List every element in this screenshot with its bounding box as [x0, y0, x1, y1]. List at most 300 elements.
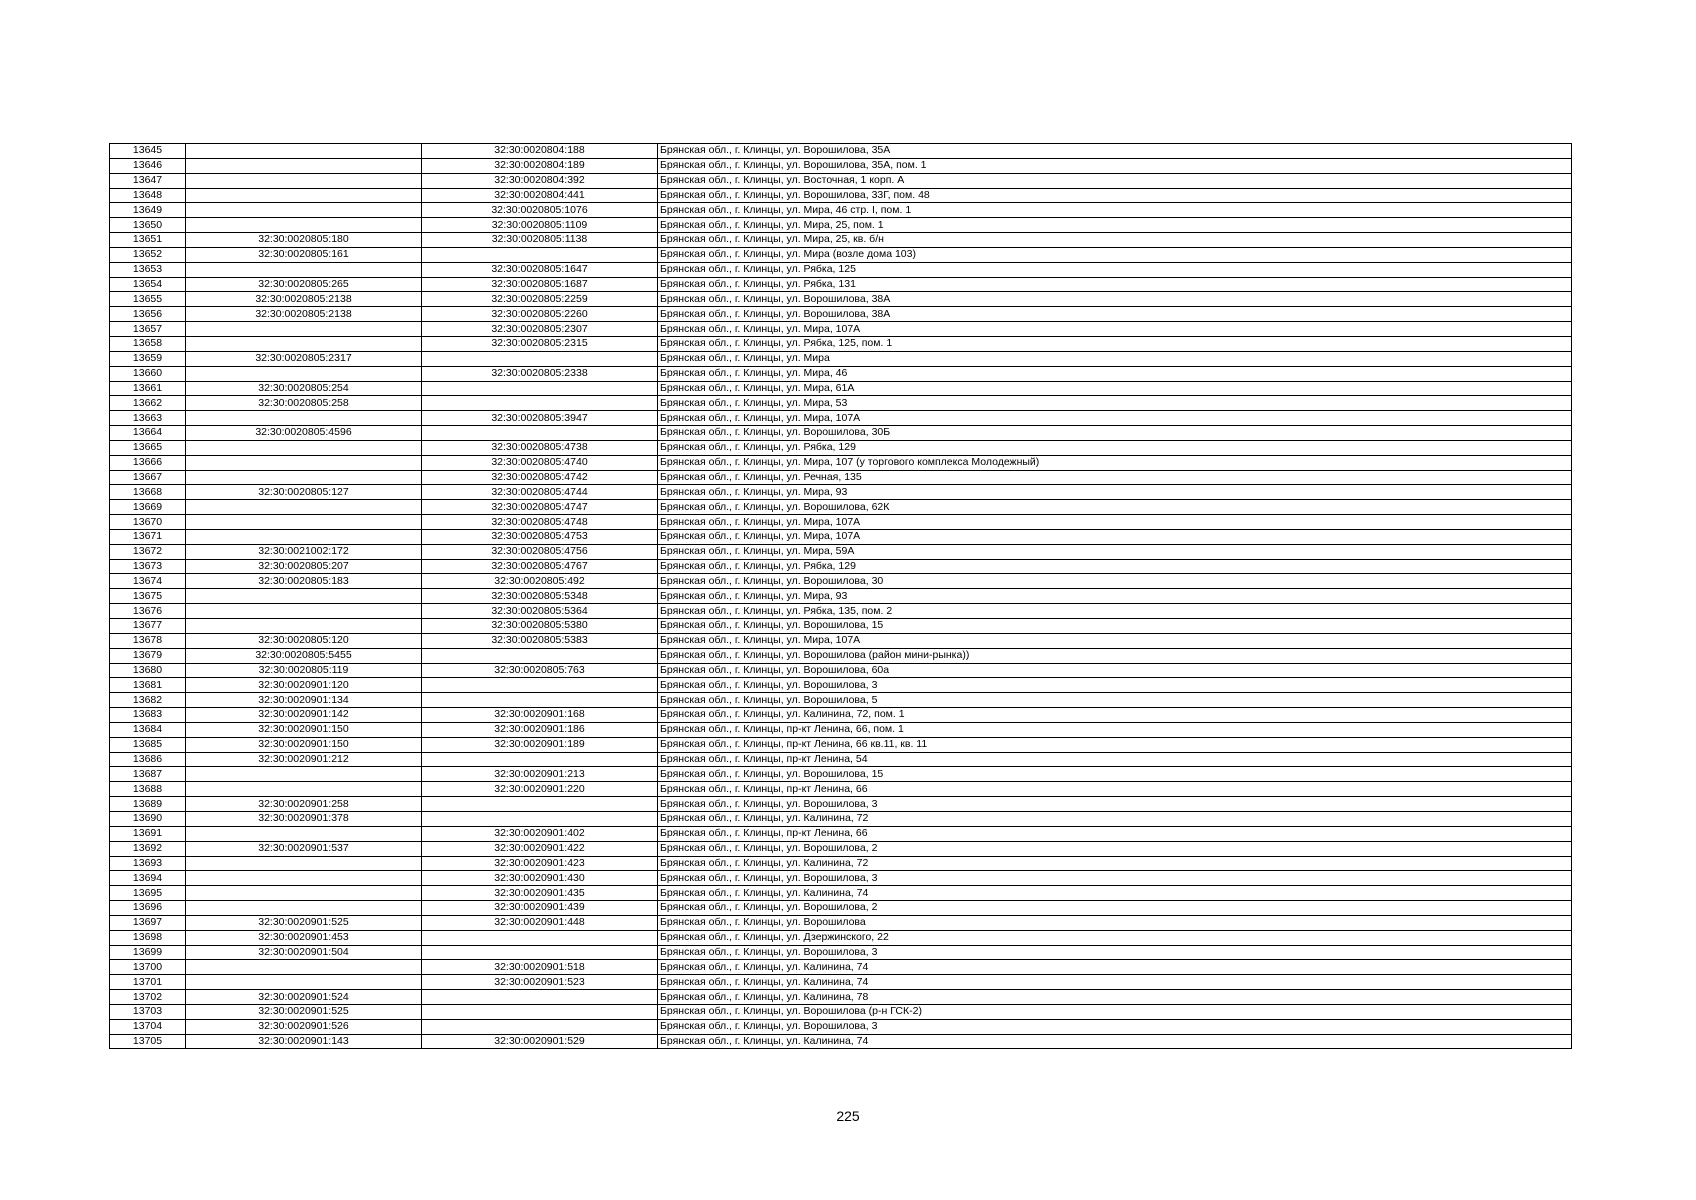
land-cadastral-number-cell: [186, 515, 422, 530]
row-number-cell: 13677: [110, 619, 186, 634]
land-cadastral-number-cell: [186, 500, 422, 515]
land-cadastral-number-cell: [186, 440, 422, 455]
land-cadastral-number-cell: [186, 901, 422, 916]
object-cadastral-number-cell: [422, 752, 658, 767]
row-number-cell: 13683: [110, 708, 186, 723]
object-cadastral-number-cell: 32:30:0020901:186: [422, 722, 658, 737]
address-cell: Брянская обл., г. Клинцы, ул. Ворошилова, 35А: [658, 144, 1572, 159]
row-number-cell: 13645: [110, 144, 186, 159]
row-number-cell: 13682: [110, 693, 186, 708]
object-cadastral-number-cell: 32:30:0020805:4747: [422, 500, 658, 515]
table-row: [110, 1019, 1572, 1034]
row-number-cell: 13660: [110, 366, 186, 381]
table-row: [110, 782, 1572, 797]
address-cell: Брянская обл., г. Клинцы, ул. Калинина, 74: [658, 960, 1572, 975]
row-number-cell: 13681: [110, 678, 186, 693]
address-cell: Брянская обл., г. Клинцы, пр-кт Ленина, 66: [658, 782, 1572, 797]
cadastral-registry-table: [109, 143, 1572, 1049]
object-cadastral-number-cell: 32:30:0020805:1138: [422, 233, 658, 248]
land-cadastral-number-cell: 32:30:0020805:254: [186, 381, 422, 396]
address-cell: Брянская обл., г. Клинцы, ул. Мира, 46: [658, 366, 1572, 381]
land-cadastral-number-cell: [186, 322, 422, 337]
land-cadastral-number-cell: [186, 144, 422, 159]
table-row: [110, 307, 1572, 322]
row-number-cell: 13692: [110, 841, 186, 856]
row-number-cell: 13691: [110, 826, 186, 841]
object-cadastral-number-cell: 32:30:0020805:5348: [422, 589, 658, 604]
object-cadastral-number-cell: 32:30:0020901:423: [422, 856, 658, 871]
table-row: [110, 767, 1572, 782]
land-cadastral-number-cell: 32:30:0020901:143: [186, 1034, 422, 1049]
table-row: [110, 1034, 1572, 1049]
address-cell: Брянская обл., г. Клинцы, ул. Рябка, 135, пом. 2: [658, 604, 1572, 619]
object-cadastral-number-cell: 32:30:0020901:189: [422, 737, 658, 752]
land-cadastral-number-cell: [186, 158, 422, 173]
land-cadastral-number-cell: 32:30:0020805:4596: [186, 426, 422, 441]
row-number-cell: 13674: [110, 574, 186, 589]
table-row: [110, 708, 1572, 723]
address-cell: Брянская обл., г. Клинцы, ул. Ворошилова (район мини-рынка)): [658, 648, 1572, 663]
object-cadastral-number-cell: 32:30:0020805:5380: [422, 619, 658, 634]
address-cell: Брянская обл., г. Клинцы, ул. Мира, 107А: [658, 515, 1572, 530]
object-cadastral-number-cell: 32:30:0020804:392: [422, 173, 658, 188]
land-cadastral-number-cell: [186, 871, 422, 886]
table-row: [110, 218, 1572, 233]
table-row: [110, 322, 1572, 337]
row-number-cell: 13663: [110, 411, 186, 426]
table-row: [110, 366, 1572, 381]
row-number-cell: 13696: [110, 901, 186, 916]
table-row: [110, 990, 1572, 1005]
row-number-cell: 13693: [110, 856, 186, 871]
registry-body: [110, 144, 1572, 1049]
object-cadastral-number-cell: 32:30:0020805:3947: [422, 411, 658, 426]
table-row: [110, 544, 1572, 559]
row-number-cell: 13700: [110, 960, 186, 975]
table-row: [110, 381, 1572, 396]
object-cadastral-number-cell: 32:30:0020804:189: [422, 158, 658, 173]
row-number-cell: 13705: [110, 1034, 186, 1049]
land-cadastral-number-cell: [186, 203, 422, 218]
address-cell: Брянская обл., г. Клинцы, ул. Ворошилова (р-н ГСК-2): [658, 1004, 1572, 1019]
row-number-cell: 13680: [110, 663, 186, 678]
object-cadastral-number-cell: 32:30:0020804:441: [422, 188, 658, 203]
address-cell: Брянская обл., г. Клинцы, ул. Ворошилова, 62К: [658, 500, 1572, 515]
address-cell: Брянская обл., г. Клинцы, ул. Калинина, 72: [658, 856, 1572, 871]
row-number-cell: 13671: [110, 529, 186, 544]
object-cadastral-number-cell: [422, 797, 658, 812]
table-row: [110, 559, 1572, 574]
table-row: [110, 915, 1572, 930]
address-cell: Брянская обл., г. Клинцы, пр-кт Ленина, 66, пом. 1: [658, 722, 1572, 737]
land-cadastral-number-cell: 32:30:0020901:134: [186, 693, 422, 708]
address-cell: Брянская обл., г. Клинцы, ул. Ворошилова, 3: [658, 945, 1572, 960]
land-cadastral-number-cell: 32:30:0020805:2138: [186, 292, 422, 307]
row-number-cell: 13650: [110, 218, 186, 233]
object-cadastral-number-cell: 32:30:0020805:4767: [422, 559, 658, 574]
land-cadastral-number-cell: 32:30:0020805:180: [186, 233, 422, 248]
table-row: [110, 886, 1572, 901]
object-cadastral-number-cell: 32:30:0020805:1687: [422, 277, 658, 292]
object-cadastral-number-cell: 32:30:0020805:1076: [422, 203, 658, 218]
table-row: [110, 277, 1572, 292]
row-number-cell: 13649: [110, 203, 186, 218]
object-cadastral-number-cell: [422, 351, 658, 366]
object-cadastral-number-cell: [422, 1019, 658, 1034]
row-number-cell: 13704: [110, 1019, 186, 1034]
row-number-cell: 13654: [110, 277, 186, 292]
address-cell: Брянская обл., г. Клинцы, ул. Калинина, 74: [658, 886, 1572, 901]
land-cadastral-number-cell: [186, 975, 422, 990]
land-cadastral-number-cell: [186, 336, 422, 351]
row-number-cell: 13688: [110, 782, 186, 797]
land-cadastral-number-cell: [186, 782, 422, 797]
table-row: [110, 663, 1572, 678]
table-row: [110, 604, 1572, 619]
land-cadastral-number-cell: [186, 188, 422, 203]
land-cadastral-number-cell: [186, 366, 422, 381]
object-cadastral-number-cell: 32:30:0020805:4738: [422, 440, 658, 455]
row-number-cell: 13673: [110, 559, 186, 574]
address-cell: Брянская обл., г. Клинцы, ул. Мира, 107А: [658, 411, 1572, 426]
object-cadastral-number-cell: [422, 247, 658, 262]
land-cadastral-number-cell: [186, 411, 422, 426]
row-number-cell: 13658: [110, 336, 186, 351]
object-cadastral-number-cell: 32:30:0020901:435: [422, 886, 658, 901]
table-row: [110, 158, 1572, 173]
table-row: [110, 737, 1572, 752]
row-number-cell: 13695: [110, 886, 186, 901]
row-number-cell: 13648: [110, 188, 186, 203]
page-number: 225: [836, 1108, 860, 1124]
address-cell: Брянская обл., г. Клинцы, ул. Ворошилова, 35А, пом. 1: [658, 158, 1572, 173]
land-cadastral-number-cell: [186, 173, 422, 188]
address-cell: Брянская обл., г. Клинцы, ул. Ворошилова, 2: [658, 901, 1572, 916]
object-cadastral-number-cell: 32:30:0020901:430: [422, 871, 658, 886]
address-cell: Брянская обл., г. Клинцы, ул. Мира, 93: [658, 485, 1572, 500]
land-cadastral-number-cell: 32:30:0020901:150: [186, 737, 422, 752]
row-number-cell: 13656: [110, 307, 186, 322]
object-cadastral-number-cell: [422, 678, 658, 693]
row-number-cell: 13701: [110, 975, 186, 990]
address-cell: Брянская обл., г. Клинцы, ул. Калинина, 74: [658, 975, 1572, 990]
table-row: [110, 411, 1572, 426]
object-cadastral-number-cell: [422, 426, 658, 441]
address-cell: Брянская обл., г. Клинцы, ул. Рябка, 125, пом. 1: [658, 336, 1572, 351]
object-cadastral-number-cell: [422, 1004, 658, 1019]
land-cadastral-number-cell: [186, 856, 422, 871]
table-row: [110, 633, 1572, 648]
address-cell: Брянская обл., г. Клинцы, ул. Мира, 93: [658, 589, 1572, 604]
table-row: [110, 336, 1572, 351]
address-cell: Брянская обл., г. Клинцы, ул. Ворошилова, 38А: [658, 292, 1572, 307]
address-cell: Брянская обл., г. Клинцы, ул. Ворошилова, 2: [658, 841, 1572, 856]
row-number-cell: 13685: [110, 737, 186, 752]
table-row: [110, 485, 1572, 500]
table-row: [110, 203, 1572, 218]
address-cell: Брянская обл., г. Клинцы, ул. Рябка, 131: [658, 277, 1572, 292]
row-number-cell: 13679: [110, 648, 186, 663]
object-cadastral-number-cell: 32:30:0020901:518: [422, 960, 658, 975]
table-row: [110, 529, 1572, 544]
object-cadastral-number-cell: 32:30:0020901:529: [422, 1034, 658, 1049]
row-number-cell: 13668: [110, 485, 186, 500]
object-cadastral-number-cell: [422, 693, 658, 708]
table-row: [110, 188, 1572, 203]
land-cadastral-number-cell: 32:30:0020805:265: [186, 277, 422, 292]
object-cadastral-number-cell: 32:30:0020804:188: [422, 144, 658, 159]
table-row: [110, 589, 1572, 604]
land-cadastral-number-cell: 32:30:0020901:453: [186, 930, 422, 945]
land-cadastral-number-cell: 32:30:0020805:120: [186, 633, 422, 648]
table-row: [110, 619, 1572, 634]
land-cadastral-number-cell: 32:30:0020805:119: [186, 663, 422, 678]
land-cadastral-number-cell: 32:30:0020901:526: [186, 1019, 422, 1034]
object-cadastral-number-cell: 32:30:0020901:213: [422, 767, 658, 782]
table-row: [110, 455, 1572, 470]
object-cadastral-number-cell: 32:30:0020805:1109: [422, 218, 658, 233]
table-row: [110, 247, 1572, 262]
object-cadastral-number-cell: 32:30:0020805:4753: [422, 529, 658, 544]
table-row: [110, 440, 1572, 455]
object-cadastral-number-cell: [422, 396, 658, 411]
row-number-cell: 13651: [110, 233, 186, 248]
table-row: [110, 975, 1572, 990]
row-number-cell: 13672: [110, 544, 186, 559]
table-row: [110, 797, 1572, 812]
table-row: [110, 841, 1572, 856]
land-cadastral-number-cell: 32:30:0020901:525: [186, 915, 422, 930]
row-number-cell: 13659: [110, 351, 186, 366]
address-cell: Брянская обл., г. Клинцы, ул. Ворошилова, 15: [658, 767, 1572, 782]
address-cell: Брянская обл., г. Клинцы, ул. Мира, 53: [658, 396, 1572, 411]
row-number-cell: 13684: [110, 722, 186, 737]
table-row: [110, 426, 1572, 441]
table-row: [110, 144, 1572, 159]
table-row: [110, 960, 1572, 975]
row-number-cell: 13690: [110, 811, 186, 826]
object-cadastral-number-cell: [422, 930, 658, 945]
object-cadastral-number-cell: [422, 381, 658, 396]
object-cadastral-number-cell: 32:30:0020901:439: [422, 901, 658, 916]
object-cadastral-number-cell: 32:30:0020805:2260: [422, 307, 658, 322]
address-cell: Брянская обл., г. Клинцы, ул. Мира, 59А: [658, 544, 1572, 559]
table-row: [110, 693, 1572, 708]
address-cell: Брянская обл., г. Клинцы, ул. Рябка, 129: [658, 440, 1572, 455]
address-cell: Брянская обл., г. Клинцы, ул. Мира, 107А: [658, 529, 1572, 544]
object-cadastral-number-cell: 32:30:0020901:402: [422, 826, 658, 841]
object-cadastral-number-cell: 32:30:0020805:763: [422, 663, 658, 678]
land-cadastral-number-cell: [186, 960, 422, 975]
address-cell: Брянская обл., г. Клинцы, пр-кт Ленина, 66: [658, 826, 1572, 841]
address-cell: Брянская обл., г. Клинцы, ул. Калинина, 78: [658, 990, 1572, 1005]
row-number-cell: 13661: [110, 381, 186, 396]
row-number-cell: 13653: [110, 262, 186, 277]
address-cell: Брянская обл., г. Клинцы, ул. Ворошилова, 60а: [658, 663, 1572, 678]
object-cadastral-number-cell: 32:30:0020805:4756: [422, 544, 658, 559]
table-row: [110, 396, 1572, 411]
address-cell: Брянская обл., г. Клинцы, ул. Ворошилова, 3: [658, 871, 1572, 886]
object-cadastral-number-cell: [422, 990, 658, 1005]
table-row: [110, 752, 1572, 767]
address-cell: Брянская обл., г. Клинцы, ул. Рябка, 125: [658, 262, 1572, 277]
land-cadastral-number-cell: 32:30:0020901:537: [186, 841, 422, 856]
row-number-cell: 13678: [110, 633, 186, 648]
row-number-cell: 13666: [110, 455, 186, 470]
table-row: [110, 856, 1572, 871]
row-number-cell: 13646: [110, 158, 186, 173]
row-number-cell: 13689: [110, 797, 186, 812]
object-cadastral-number-cell: 32:30:0020805:2307: [422, 322, 658, 337]
address-cell: Брянская обл., г. Клинцы, ул. Мира, 107А: [658, 322, 1572, 337]
row-number-cell: 13655: [110, 292, 186, 307]
address-cell: Брянская обл., г. Клинцы, ул. Ворошилова, 38А: [658, 307, 1572, 322]
table-row: [110, 722, 1572, 737]
table-row: [110, 648, 1572, 663]
table-row: [110, 515, 1572, 530]
object-cadastral-number-cell: 32:30:0020805:2259: [422, 292, 658, 307]
row-number-cell: 13657: [110, 322, 186, 337]
object-cadastral-number-cell: [422, 811, 658, 826]
address-cell: Брянская обл., г. Клинцы, пр-кт Ленина, 66 кв.11, кв. 11: [658, 737, 1572, 752]
object-cadastral-number-cell: 32:30:0020805:4740: [422, 455, 658, 470]
row-number-cell: 13662: [110, 396, 186, 411]
object-cadastral-number-cell: 32:30:0020805:1647: [422, 262, 658, 277]
land-cadastral-number-cell: 32:30:0020805:161: [186, 247, 422, 262]
address-cell: Брянская обл., г. Клинцы, ул. Ворошилова, 30: [658, 574, 1572, 589]
address-cell: Брянская обл., г. Клинцы, ул. Ворошилова, 3: [658, 1019, 1572, 1034]
land-cadastral-number-cell: 32:30:0021002:172: [186, 544, 422, 559]
address-cell: Брянская обл., г. Клинцы, ул. Восточная, 1 корп. А: [658, 173, 1572, 188]
address-cell: Брянская обл., г. Клинцы, ул. Мира, 25, кв. б/н: [658, 233, 1572, 248]
row-number-cell: 13699: [110, 945, 186, 960]
object-cadastral-number-cell: 32:30:0020805:2315: [422, 336, 658, 351]
land-cadastral-number-cell: [186, 619, 422, 634]
land-cadastral-number-cell: [186, 218, 422, 233]
address-cell: Брянская обл., г. Клинцы, ул. Калинина, 72: [658, 811, 1572, 826]
land-cadastral-number-cell: [186, 826, 422, 841]
row-number-cell: 13652: [110, 247, 186, 262]
land-cadastral-number-cell: 32:30:0020805:258: [186, 396, 422, 411]
object-cadastral-number-cell: 32:30:0020805:4742: [422, 470, 658, 485]
row-number-cell: 13698: [110, 930, 186, 945]
row-number-cell: 13697: [110, 915, 186, 930]
table-row: [110, 1004, 1572, 1019]
table-row: [110, 901, 1572, 916]
land-cadastral-number-cell: [186, 886, 422, 901]
land-cadastral-number-cell: [186, 767, 422, 782]
object-cadastral-number-cell: [422, 945, 658, 960]
object-cadastral-number-cell: 32:30:0020805:492: [422, 574, 658, 589]
address-cell: Брянская обл., г. Клинцы, ул. Ворошилова: [658, 915, 1572, 930]
land-cadastral-number-cell: 32:30:0020901:142: [186, 708, 422, 723]
row-number-cell: 13676: [110, 604, 186, 619]
address-cell: Брянская обл., г. Клинцы, ул. Ворошилова, 33Г, пом. 48: [658, 188, 1572, 203]
table-row: [110, 930, 1572, 945]
row-number-cell: 13694: [110, 871, 186, 886]
row-number-cell: 13675: [110, 589, 186, 604]
address-cell: Брянская обл., г. Клинцы, ул. Мира, 25, пом. 1: [658, 218, 1572, 233]
row-number-cell: 13670: [110, 515, 186, 530]
table-row: [110, 262, 1572, 277]
address-cell: Брянская обл., г. Клинцы, ул. Мира, 46 стр. I, пом. 1: [658, 203, 1572, 218]
address-cell: Брянская обл., г. Клинцы, ул. Ворошилова, 3: [658, 797, 1572, 812]
object-cadastral-number-cell: 32:30:0020805:2338: [422, 366, 658, 381]
land-cadastral-number-cell: [186, 589, 422, 604]
row-number-cell: 13647: [110, 173, 186, 188]
object-cadastral-number-cell: 32:30:0020805:5383: [422, 633, 658, 648]
land-cadastral-number-cell: 32:30:0020901:504: [186, 945, 422, 960]
land-cadastral-number-cell: [186, 604, 422, 619]
land-cadastral-number-cell: [186, 470, 422, 485]
land-cadastral-number-cell: 32:30:0020901:150: [186, 722, 422, 737]
object-cadastral-number-cell: 32:30:0020901:220: [422, 782, 658, 797]
address-cell: Брянская обл., г. Клинцы, ул. Мира, 107 (у торгового комплекса Молодежный): [658, 455, 1572, 470]
address-cell: Брянская обл., г. Клинцы, ул. Дзержинского, 22: [658, 930, 1572, 945]
table-row: [110, 351, 1572, 366]
address-cell: Брянская обл., г. Клинцы, ул. Калинина, 72, пом. 1: [658, 708, 1572, 723]
land-cadastral-number-cell: [186, 262, 422, 277]
row-number-cell: 13665: [110, 440, 186, 455]
row-number-cell: 13669: [110, 500, 186, 515]
table-row: [110, 678, 1572, 693]
table-row: [110, 811, 1572, 826]
row-number-cell: 13703: [110, 1004, 186, 1019]
object-cadastral-number-cell: 32:30:0020805:4744: [422, 485, 658, 500]
address-cell: Брянская обл., г. Клинцы, ул. Мира, 107А: [658, 633, 1572, 648]
address-cell: Брянская обл., г. Клинцы, пр-кт Ленина, 54: [658, 752, 1572, 767]
table-row: [110, 470, 1572, 485]
object-cadastral-number-cell: [422, 648, 658, 663]
land-cadastral-number-cell: 32:30:0020901:524: [186, 990, 422, 1005]
table-row: [110, 574, 1572, 589]
row-number-cell: 13702: [110, 990, 186, 1005]
row-number-cell: 13686: [110, 752, 186, 767]
address-cell: Брянская обл., г. Клинцы, ул. Ворошилова, 3: [658, 678, 1572, 693]
table-row: [110, 871, 1572, 886]
address-cell: Брянская обл., г. Клинцы, ул. Рябка, 129: [658, 559, 1572, 574]
object-cadastral-number-cell: 32:30:0020805:5364: [422, 604, 658, 619]
land-cadastral-number-cell: 32:30:0020901:120: [186, 678, 422, 693]
object-cadastral-number-cell: 32:30:0020901:523: [422, 975, 658, 990]
row-number-cell: 13687: [110, 767, 186, 782]
land-cadastral-number-cell: [186, 455, 422, 470]
table-row: [110, 826, 1572, 841]
land-cadastral-number-cell: 32:30:0020805:183: [186, 574, 422, 589]
land-cadastral-number-cell: [186, 529, 422, 544]
land-cadastral-number-cell: 32:30:0020901:378: [186, 811, 422, 826]
address-cell: Брянская обл., г. Клинцы, ул. Мира, 61А: [658, 381, 1572, 396]
address-cell: Брянская обл., г. Клинцы, ул. Речная, 135: [658, 470, 1572, 485]
address-cell: Брянская обл., г. Клинцы, ул. Ворошилова, 30Б: [658, 426, 1572, 441]
object-cadastral-number-cell: 32:30:0020901:422: [422, 841, 658, 856]
address-cell: Брянская обл., г. Клинцы, ул. Калинина, 74: [658, 1034, 1572, 1049]
address-cell: Брянская обл., г. Клинцы, ул. Ворошилова, 15: [658, 619, 1572, 634]
row-number-cell: 13667: [110, 470, 186, 485]
object-cadastral-number-cell: 32:30:0020901:168: [422, 708, 658, 723]
land-cadastral-number-cell: 32:30:0020901:212: [186, 752, 422, 767]
address-cell: Брянская обл., г. Клинцы, ул. Ворошилова, 5: [658, 693, 1572, 708]
object-cadastral-number-cell: 32:30:0020901:448: [422, 915, 658, 930]
land-cadastral-number-cell: 32:30:0020805:207: [186, 559, 422, 574]
object-cadastral-number-cell: 32:30:0020805:4748: [422, 515, 658, 530]
land-cadastral-number-cell: 32:30:0020805:5455: [186, 648, 422, 663]
land-cadastral-number-cell: 32:30:0020901:525: [186, 1004, 422, 1019]
table-row: [110, 173, 1572, 188]
table-row: [110, 233, 1572, 248]
row-number-cell: 13664: [110, 426, 186, 441]
land-cadastral-number-cell: 32:30:0020805:2138: [186, 307, 422, 322]
